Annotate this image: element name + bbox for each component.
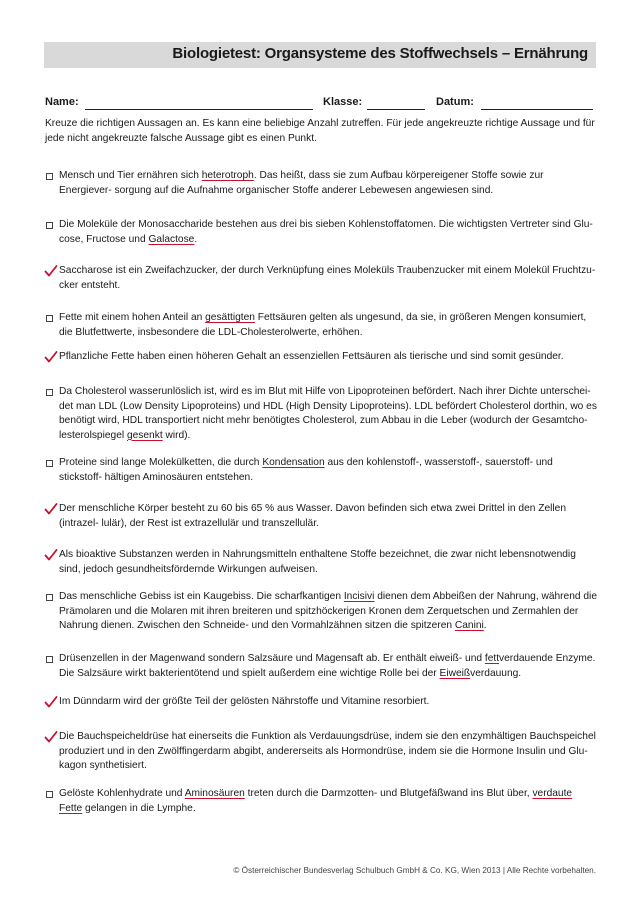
- statement-text-part: Das menschliche Gebiss ist ein Kaugebiss. Die scharfkantigen: [59, 591, 344, 602]
- checkbox[interactable]: [45, 311, 57, 325]
- checkbox[interactable]: [45, 652, 57, 666]
- statement-text: [59, 652, 597, 681]
- checkmark-icon[interactable]: [45, 502, 57, 516]
- underlined-term: Incisivi: [343, 591, 375, 602]
- checkbox-square: [46, 656, 53, 663]
- statement-text: [59, 169, 597, 198]
- underlined-term: Kondensation: [262, 457, 325, 468]
- statement-text: [59, 695, 597, 710]
- statement-text-part: Fette mit einem hohen Anteil an: [59, 312, 206, 323]
- klasse-field[interactable]: [367, 109, 425, 110]
- checkmark-icon[interactable]: [45, 548, 57, 562]
- statement-text: [59, 218, 597, 247]
- statement-text-part: verdauende Enzyme. Die Salzsäure wirkt bakterientötend und spielt außerdem eine wichtige Rolle bei der: [59, 653, 596, 679]
- checkbox[interactable]: [45, 456, 57, 470]
- statement-item: [45, 730, 597, 774]
- statement-item: [45, 590, 597, 634]
- statement-text: [59, 548, 597, 577]
- statement-text-part: Da Cholesterol wasserunlöslich ist, wird es im Blut mit Hilfe von Lipoproteinen befördert. Nach ihrer Dichte unterschei- det man LDL (Low Density Lipoproteins) und HDL (High Density Lipoproteins). LDL befördert Cholesterol dorthin, wo es benötigt wird, HDL transportiert nicht mehr benötigtes Cholesterol, zum Abbau in die Leber (wodurch der Gesamtcho- lesterolspiegel: [59, 386, 597, 441]
- statement-text-part: Im Dünndarm wird der größte Teil der gelösten Nährstoffe und Vitamine resorbiert.: [59, 696, 430, 707]
- underlined-term: Canini: [454, 620, 484, 631]
- page-title: Biologietest: Organsysteme des Stoffwechsels – Ernährung: [172, 45, 588, 62]
- statement-text: [59, 730, 597, 774]
- klasse-label: Klasse:: [323, 96, 363, 108]
- instructions: Kreuze die richtigen Aussagen an. Es kann eine beliebige Anzahl zutreffen. Für jede angekreuzte richtige Aussage und für jede nicht angekreuzte falsche Aussage gibt es einen Punkt.: [45, 118, 595, 144]
- checkmark-icon[interactable]: [45, 264, 57, 278]
- underlined-term: Aminosäuren: [184, 788, 245, 799]
- statement-item: [45, 502, 597, 531]
- name-field[interactable]: [85, 109, 313, 110]
- statement-item: [45, 264, 597, 293]
- statement-text-part: aus den kohlenstoff-, wasserstoff-, sauerstoff- und stickstoff- hältigen Aminosäuren entstehen.: [59, 457, 553, 483]
- checkbox-square: [46, 315, 53, 322]
- statement-item: [45, 652, 597, 681]
- statement-item: [45, 787, 597, 816]
- statement-text: [59, 456, 597, 485]
- statement-text-part: .: [194, 233, 198, 245]
- statement-text-part: Mensch und Tier ernähren sich: [59, 170, 202, 181]
- statement-text: [59, 385, 597, 443]
- underlined-term: gesättigten: [205, 312, 255, 323]
- statement-item: [45, 548, 597, 577]
- statement-text-part: Als bioaktive Substanzen werden in Nahrungsmitteln enthaltene Stoffe bezeichnet, die zwar nicht lebensnotwendig sind, jedoch gesundheitsfördernde Wirkungen aufweisen.: [59, 549, 576, 575]
- statement-text-part: . Das heißt, dass sie zum Aufbau körpereigener Stoffe sowie zur Energiever- sorgung auf die Aufnahme organischer Stoffe anderer Lebewesen angewiesen sind.: [59, 170, 544, 196]
- checkbox-square: [46, 222, 53, 229]
- statement-item: [45, 311, 597, 340]
- checkbox[interactable]: [45, 590, 57, 604]
- checkbox[interactable]: [45, 218, 57, 232]
- checkbox-square: [46, 460, 53, 467]
- checkbox[interactable]: [45, 169, 57, 183]
- name-label: Name:: [45, 96, 79, 108]
- statement-item: [45, 169, 597, 198]
- statement-item: [45, 350, 597, 365]
- statement-item: [45, 456, 597, 485]
- checkbox-square: [46, 791, 53, 798]
- underlined-term: verdaute Fette: [59, 788, 573, 814]
- statement-text: [59, 350, 597, 365]
- statement-text-part: treten durch die Darmzotten- und Blutgefäßwand ins Blut über,: [244, 788, 533, 799]
- statement-text: [59, 787, 597, 816]
- statement-text-part: Die Bauchspeicheldrüse hat einerseits die Funktion als Verdauungsdrüse, indem sie den enzymhältigen Bauchspeichel produziert und in den Zwölffingerdarm abgibt, andererseits als Hormondrüse, indem sie die Hormone Insulin und Glu- kagon synthetisiert.: [59, 731, 596, 771]
- statement-item: [45, 218, 597, 247]
- underlined-term: gesenkt: [126, 429, 163, 441]
- statement-text-part: dienen dem Abbeißen der Nahrung, während die Prämolaren und die Molaren mit ihren breiteren und spitzhöckerigen Kronen dem Zerquetschen und Zermahlen der Nahrung dienen. Zwischen den Schneide- und den Vormahlzähnen sitzen die spitzeren: [59, 591, 597, 631]
- underlined-term: heterotroph: [201, 170, 254, 181]
- statement-text: [59, 264, 597, 293]
- statement-text-part: Gelöste Kohlenhydrate und: [59, 788, 185, 799]
- statement-item: [45, 695, 597, 710]
- underlined-term: Galactose: [148, 233, 195, 245]
- statement-text: [59, 502, 597, 531]
- statement-text-part: Proteine sind lange Molekülketten, die durch: [59, 457, 263, 468]
- datum-field[interactable]: [481, 109, 593, 110]
- statement-text-part: Fettsäuren gelten als ungesund, da sie, in größeren Mengen konsumiert, die Blutfettwerte, insbesondere die LDL-Cholesterolwerte, erhöhen.: [59, 312, 587, 338]
- checkbox-square: [46, 173, 53, 180]
- statement-text-part: verdauung.: [470, 667, 522, 679]
- underlined-term: Eiweiß: [439, 667, 471, 679]
- checkbox-square: [46, 594, 53, 601]
- title-bar: [44, 42, 596, 68]
- statement-item: [45, 385, 597, 443]
- underlined-term: fett: [484, 653, 500, 664]
- statement-text-part: Saccharose ist ein Zweifachzucker, der durch Verknüpfung eines Moleküls Traubenzucker mit einem Molekül Fruchtzu- cker entsteht.: [59, 265, 596, 291]
- checkmark-icon[interactable]: [45, 730, 57, 744]
- statement-text-part: Der menschliche Körper besteht zu 60 bis 65 % aus Wasser. Davon befinden sich etwa zwei Drittel in den Zellen (intrazel- lulär), der Rest ist extrazellulär und transzellulär.: [59, 503, 566, 529]
- checkmark-icon[interactable]: [45, 350, 57, 364]
- statement-text-part: .: [483, 620, 487, 631]
- statement-text-part: Die Moleküle der Monosaccharide bestehen aus drei bis sieben Kohlenstoffatomen. Die wichtigsten Vertreter sind Glu- cose, Fructose und: [59, 219, 593, 245]
- statement-text-part: wird).: [162, 429, 191, 441]
- statement-text: [59, 590, 597, 634]
- statement-text-part: Pflanzliche Fette haben einen höheren Gehalt an essenziellen Fettsäuren als tierische und sind somit gesünder.: [59, 351, 564, 362]
- checkbox[interactable]: [45, 385, 57, 399]
- student-fields: [45, 96, 597, 112]
- statement-text-part: gelangen in die Lymphe.: [82, 802, 196, 814]
- checkbox-square: [46, 389, 53, 396]
- checkbox[interactable]: [45, 787, 57, 801]
- checkmark-icon[interactable]: [45, 695, 57, 709]
- statement-text: [59, 311, 597, 340]
- statement-text-part: Drüsenzellen in der Magenwand sondern Salzsäure und Magensaft ab. Er enthält eiweiß- und: [59, 653, 485, 664]
- datum-label: Datum:: [436, 96, 474, 108]
- copyright-footer: © Österreichischer Bundesverlag Schulbuch GmbH & Co. KG, Wien 2013 | Alle Rechte vorbehalten.: [233, 866, 596, 875]
